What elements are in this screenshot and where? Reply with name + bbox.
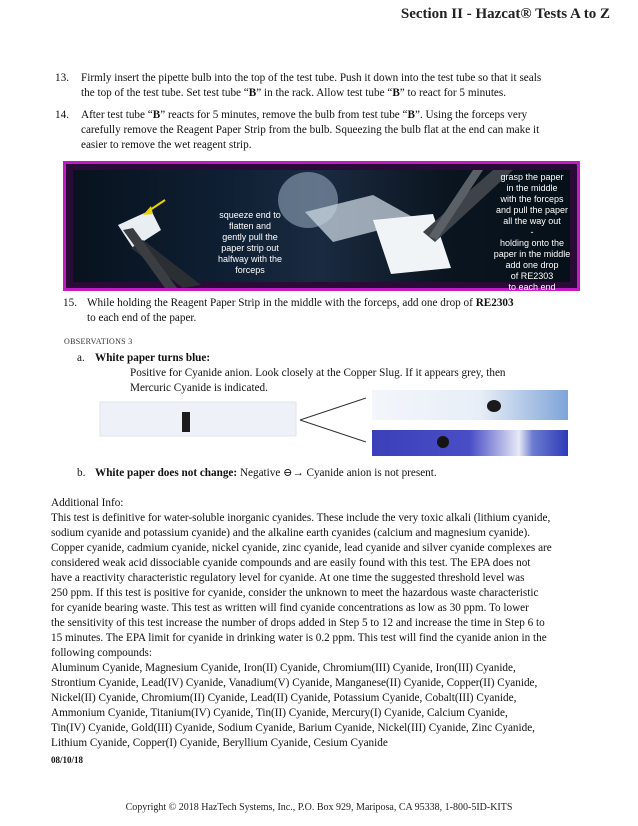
info-line: Ammonium Cyanide, Titanium(IV) Cyanide, Tin(II) Cyanide, Mercury(I) Cyanide, Calcium Cyanide,	[51, 707, 508, 719]
caption-line: halfway with the	[217, 254, 283, 264]
caption-line: gently pull the	[222, 232, 278, 242]
text-run: ” reacts for 5 minutes, remove the bulb from test tube “	[160, 109, 408, 121]
observation-letter: a.	[77, 352, 85, 364]
pointer-line	[300, 398, 366, 420]
tube-label: B	[392, 87, 400, 99]
caption-line: to each end	[508, 282, 556, 292]
step-line: carefully remove the Reagent Paper Strip from the bulb. Squeezing the bulb flat at the end can make it	[81, 124, 540, 136]
step-number: 14.	[55, 109, 69, 121]
strip-result-2	[372, 430, 568, 456]
observation-b	[77, 466, 617, 481]
text-run: After test tube “	[81, 109, 153, 121]
step-line: easier to remove the wet reagent strip.	[81, 139, 252, 151]
info-line: 250 ppm. If this test is positive for cyanide, consider the unknown to meet the hazardous waste characteristic	[51, 587, 539, 599]
text-run: Cyanide anion is not present.	[303, 467, 437, 479]
info-line: This test is definitive for water-soluble inorganic cyanides. These include the very toxic alkali (lithium cyanide,	[51, 512, 551, 524]
step-line: to each end of the paper.	[87, 312, 197, 324]
copper-slug	[487, 400, 501, 412]
caption-line: -	[530, 227, 534, 237]
photo-background	[73, 170, 571, 292]
tube-label: B	[407, 109, 415, 121]
step-line	[81, 108, 595, 123]
info-line: the sensitivity of this test increase the number of drops added in Step 5 to 12 and increase the time in Step 6 to	[51, 617, 545, 629]
caption-line: of RE2303	[510, 271, 554, 281]
reagent-code: RE2303	[475, 297, 514, 309]
step-line	[87, 296, 603, 311]
step-15	[63, 296, 603, 326]
text-run: ” to react for 5 minutes.	[399, 87, 507, 99]
caption-line: in the middle	[506, 183, 558, 193]
observation-letter: b.	[77, 467, 86, 479]
caption-line: grasp the paper	[500, 172, 564, 182]
step-number: 15.	[63, 297, 77, 309]
copper-slug	[182, 412, 190, 432]
copper-slug	[437, 436, 449, 448]
info-line: considered weak acid dissociable cyanide compounds and are easily found with this test. The EPA does not	[51, 557, 531, 569]
arrow-head	[143, 206, 153, 215]
observations-label: OBSERVATIONS 3	[64, 337, 133, 346]
step-13	[55, 71, 595, 101]
caption-line: paper in the middle	[493, 249, 571, 259]
step-line	[81, 86, 595, 101]
info-line: following compounds:	[51, 647, 152, 659]
step-14	[55, 108, 595, 153]
additional-info	[51, 496, 611, 751]
caption-line: add one drop	[505, 260, 559, 270]
strip-result-1	[372, 390, 568, 420]
info-line: Lithium Cyanide, Copper(I) Cyanide, Beryllium Cyanide, Cesium Cyanide	[51, 737, 388, 749]
caption-right	[488, 172, 576, 293]
observation-strips	[98, 390, 578, 460]
info-line: sodium cyanide and potassium cyanide) and the alkaline earth cyanides (calcium and magnesium cyanide).	[51, 527, 531, 539]
observation-title: White paper does not change:	[95, 467, 238, 479]
info-line: Aluminum Cyanide, Magnesium Cyanide, Iron(II) Cyanide, Chromium(III) Cyanide, Iron(III) Cyanide,	[51, 662, 516, 674]
caption-line: and pull the paper	[495, 205, 569, 215]
info-line: Copper cyanide, cadmium cyanide, nickel cyanide, zinc cyanide, lead cyanide and silver cyanide complexes are	[51, 542, 552, 554]
step-number: 13.	[55, 72, 69, 84]
text-run: ” in the rack. Allow test tube “	[256, 87, 393, 99]
copyright-footer: Copyright © 2018 HazTech Systems, Inc., P.O. Box 929, Mariposa, CA 95338, 1-800-5ID-KITS	[125, 802, 513, 813]
text-run: the top of the test tube. Set test tube “	[81, 87, 249, 99]
document-date: 08/10/18	[51, 755, 84, 765]
caption-line: holding onto the	[499, 238, 565, 248]
section-title: Section II - Hazcat® Tests A to Z	[400, 6, 610, 22]
step-line: Firmly insert the pipette bulb into the top of the test tube. Push it down into the test tube so that it seals	[81, 72, 542, 84]
not-symbol: ⊖→	[283, 467, 304, 479]
additional-heading: Additional Info:	[51, 497, 124, 509]
text-run: ”. Using the forceps very	[415, 109, 528, 121]
info-line: Strontium Cyanide, Lead(IV) Cyanide, Vanadium(V) Cyanide, Manganese(II) Cyanide, Copper(II) Cyanide,	[51, 677, 538, 689]
info-line: 15 minutes. The EPA limit for cyanide in drinking water is 0.2 ppm. This test will find the cyanide anion in the	[51, 632, 547, 644]
text-run: While holding the Reagent Paper Strip in the middle with the forceps, add one drop of	[87, 297, 476, 309]
text-run: Negative	[237, 467, 284, 479]
observation-line: Positive for Cyanide anion. Look closely at the Copper Slug. If it appears grey, then	[130, 367, 506, 379]
caption-line: flatten and	[228, 221, 272, 231]
caption-line: paper strip out	[221, 243, 279, 253]
observation-title: White paper turns blue:	[95, 352, 211, 364]
info-line: have a reactivity characteristic regulatory level for cyanide. At one time the suggested threshold level was	[51, 572, 525, 584]
info-line: Tin(IV) Cyanide, Gold(III) Cyanide, Sodium Cyanide, Barium Cyanide, Nickel(III) Cyanide, Zinc Cyanide,	[51, 722, 535, 734]
caption-line: forceps	[235, 265, 265, 275]
observation-line: Mercuric Cyanide is indicated.	[130, 382, 268, 394]
info-line: for cyanide bearing waste. This test as written will find cyanide concentrations as low as 30 ppm. To lower	[51, 602, 529, 614]
caption-line: squeeze end to	[219, 210, 281, 220]
pointer-line	[300, 420, 366, 442]
caption-line: all the way out	[503, 216, 561, 226]
caption-line: with the forceps	[500, 194, 564, 204]
strip-white	[100, 402, 296, 436]
info-line: Nickel(II) Cyanide, Chromium(II) Cyanide, Lead(II) Cyanide, Potassium Cyanide, Cobalt(III) Cyanide,	[51, 692, 517, 704]
tube-label: B	[248, 87, 257, 99]
procedure-photo	[63, 161, 580, 291]
tube-label: B	[152, 109, 161, 121]
caption-left	[205, 210, 295, 276]
